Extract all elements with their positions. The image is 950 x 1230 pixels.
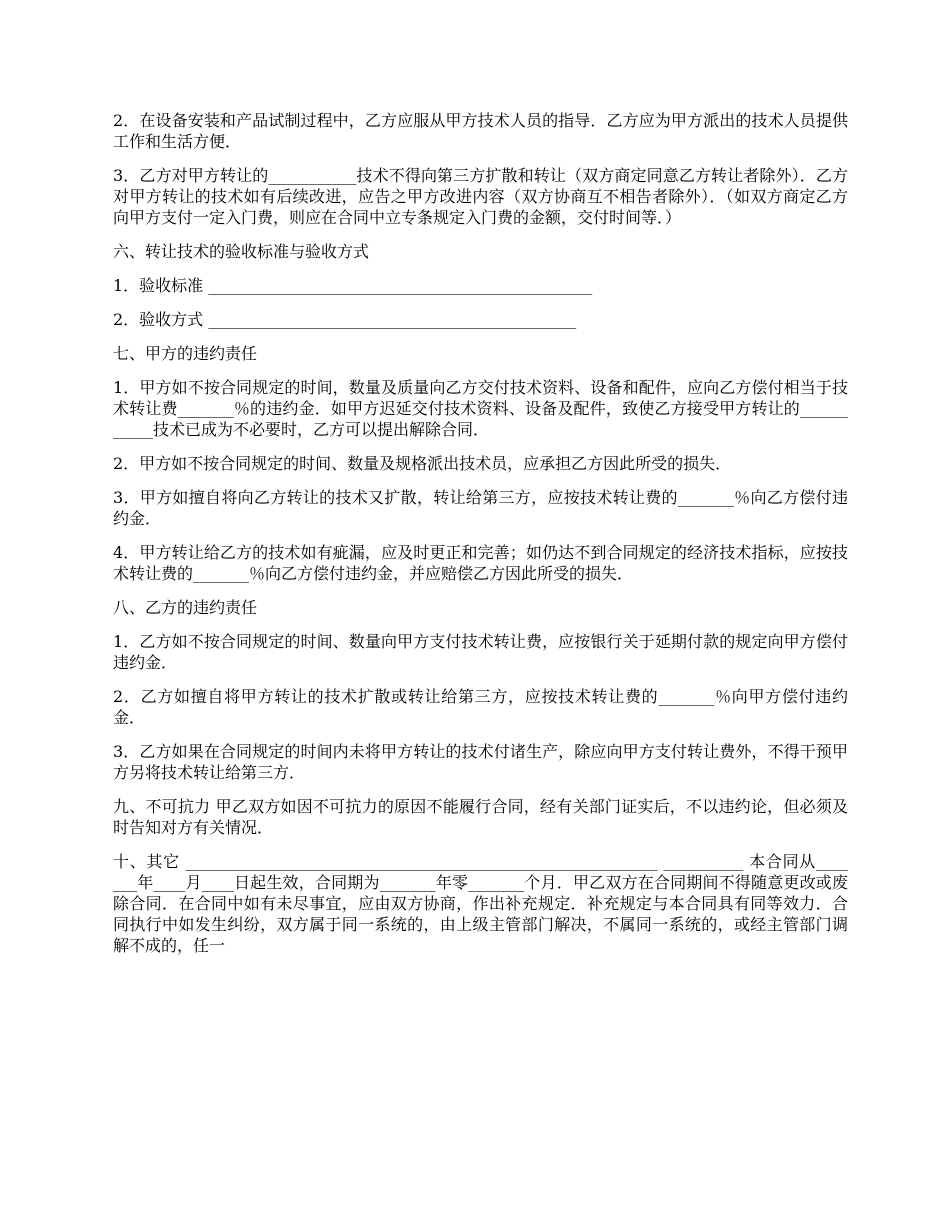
party-a-liability-2: 2．甲方如不按合同规定的时间、数量及规格派出技术员，应承担乙方因此所受的损失． — [113, 454, 732, 473]
party-b-liability-2: 2．乙方如擅自将甲方转让的技术扩散或转让给第三方，应按技术转让费的_______％向甲方偿付违约金． — [113, 687, 848, 727]
section-9-force-majeure: 九、不可抗力 甲乙双方如因不可抗力的原因不能履行合同，经有关部门证实后，不以违约论，但必须及时告知对方有关情况． — [113, 797, 848, 837]
acceptance-method: 2．验收方式 ______________________________________________ — [113, 310, 577, 329]
party-a-liability-3: 3．甲方如擅自将向乙方转让的技术又扩散，转让给第三方，应按技术转让费的_______％向乙方偿付违约金． — [113, 488, 848, 528]
section-8-heading: 八、乙方的违约责任 — [113, 598, 258, 617]
party-b-liability-1: 1．乙方如不按合同规定的时间、数量向甲方支付技术转让费，应按银行关于延期付款的规定向甲方偿付违约金． — [113, 632, 848, 672]
party-b-liability-3: 3．乙方如果在合同规定的时间内未将甲方转让的技术付诸生产，除应向甲方支付转让费外，不得干预甲方另将技术转让给第三方． — [113, 742, 848, 782]
section-7-heading: 七、甲方的违约责任 — [113, 344, 258, 363]
clause-2-installation: 2．在设备安装和产品试制过程中，乙方应服从甲方技术人员的指导．乙方应为甲方派出的技术人员提供工作和生活方便． — [113, 111, 848, 151]
section-10-other: 十、其它 ___________________________________________________________ __________ 本合同从_______年____月____日起生效，合同期为_______年零_______个月．甲乙双方在合同期间不得随意更改或废除合同．在合同中如有未尽事宜，应由双方协商，作出补充规定．补充规定与本合同具有同等效力．合同执行中如发生纠纷，双方属于同一系统的，由上级主管部门解决，不属同一系统的，或经主管部门调解不成的，任一 — [113, 852, 848, 955]
section-6-heading: 六、转让技术的验收标准与验收方式 — [113, 242, 370, 261]
party-a-liability-1: 1．甲方如不按合同规定的时间，数量及质量向乙方交付技术资料、设备和配件，应向乙方偿付相当于技术转让费_______％的违约金．如甲方迟延交付技术资料、设备及配件，致使乙方接受甲方转让的___________技术已成为不必要时，乙方可以提出解除合同． — [113, 378, 848, 439]
acceptance-standard: 1．验收标准 ________________________________________________ — [113, 276, 593, 295]
document-page — [113, 110, 848, 956]
party-a-liability-4: 4．甲方转让给乙方的技术如有疵漏，应及时更正和完善；如仍达不到合同规定的经济技术指标，应按技术转让费的_______％向乙方偿付违约金，并应赔偿乙方因此所受的损失． — [113, 543, 848, 583]
clause-3-non-disclosure: 3．乙方对甲方转让的___________技术不得向第三方扩散和转让（双方商定同意乙方转让者除外）．乙方对甲方转让的技术如有后续改进，应告之甲方改进内容（双方协商互不相告者除外）．（如双方商定乙方向甲方支付一定入门费，则应在合同中立专条规定入门费的金额，交付时间等．） — [113, 166, 848, 227]
